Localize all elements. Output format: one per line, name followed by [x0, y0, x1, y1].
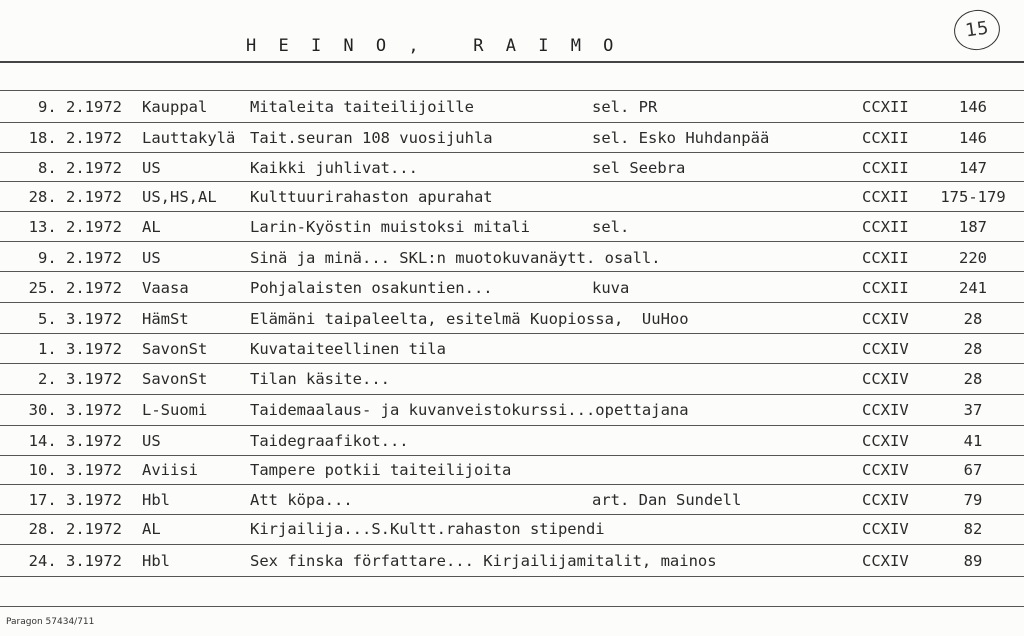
entry-date: 8. 2.1972: [38, 159, 122, 177]
ruled-line: [0, 544, 1024, 545]
entry-note: sel. PR: [592, 98, 658, 116]
entry-title: Kuvataiteellinen tila: [250, 340, 446, 358]
entry-row: [0, 486, 1024, 514]
entry-source: L-Suomi: [142, 401, 208, 419]
card-title: H E I N O , R A I M O: [246, 36, 620, 56]
entry-title: Tampere potkii taiteilijoita: [250, 461, 512, 479]
entry-row: [0, 515, 1024, 543]
entry-volume: CCXII: [862, 159, 909, 177]
entry-title: Larin-Kyöstin muistoksi mitali: [250, 218, 530, 236]
entry-volume: CCXIV: [862, 432, 909, 450]
ruled-line: [0, 333, 1024, 334]
entry-title: Taidegraafikot...: [250, 432, 409, 450]
entry-volume: CCXIV: [862, 491, 909, 509]
entry-row: [0, 274, 1024, 302]
entry-volume: CCXII: [862, 279, 909, 297]
ruled-line: [0, 394, 1024, 395]
entry-date: 25. 2.1972: [28, 279, 122, 297]
entry-date: 9. 2.1972: [38, 98, 122, 116]
entry-date: 24. 3.1972: [28, 552, 122, 570]
entry-source: Lauttakylä: [142, 129, 236, 147]
card-number-stamp: 15: [951, 7, 1002, 53]
ruled-line: [0, 211, 1024, 212]
entry-source: US,HS,AL: [142, 188, 217, 206]
entry-source: US: [142, 159, 161, 177]
entry-source: US: [142, 249, 161, 267]
entry-source: Vaasa: [142, 279, 189, 297]
entry-note: sel Seebra: [592, 159, 686, 177]
entry-title: Att köpa...: [250, 491, 353, 509]
entry-date: 14. 3.1972: [28, 432, 122, 450]
entry-note: kuva: [592, 279, 630, 297]
entry-volume: CCXII: [862, 188, 909, 206]
entry-row: [0, 335, 1024, 363]
entry-page: 79: [963, 491, 983, 509]
entry-source: AL: [142, 218, 161, 236]
entry-row: [0, 547, 1024, 575]
entry-title: Tilan käsite...: [250, 370, 390, 388]
entry-source: Hbl: [142, 552, 170, 570]
entry-volume: CCXII: [862, 129, 909, 147]
ruled-line: [0, 302, 1024, 303]
entry-title: Kulttuurirahaston apurahat: [250, 188, 493, 206]
entry-date: 18. 2.1972: [28, 129, 122, 147]
entry-volume: CCXIV: [862, 552, 909, 570]
entry-volume: CCXII: [862, 218, 909, 236]
entry-volume: CCXIV: [862, 340, 909, 358]
ruled-line: [0, 241, 1024, 242]
entry-page: 89: [963, 552, 983, 570]
entry-page: 28: [963, 310, 983, 328]
entry-volume: CCXIV: [862, 461, 909, 479]
entry-row: [0, 456, 1024, 484]
entry-note: art. Dan Sundell: [592, 491, 742, 509]
ruled-line: [0, 576, 1024, 577]
entry-page: 37: [963, 401, 983, 419]
entry-source: Aviisi: [142, 461, 198, 479]
header-rule: [0, 61, 1024, 63]
entry-page: 187: [959, 218, 987, 236]
entry-title: Tait.seuran 108 vuosijuhla: [250, 129, 493, 147]
entry-row: [0, 124, 1024, 152]
entry-note: sel.: [592, 218, 630, 236]
entry-page: 147: [959, 159, 987, 177]
ruled-line: [0, 363, 1024, 364]
entry-volume: CCXIV: [862, 370, 909, 388]
entry-page: 220: [959, 249, 987, 267]
ruled-line: [0, 425, 1024, 426]
entry-date: 1. 3.1972: [38, 340, 122, 358]
entry-date: 30. 3.1972: [28, 401, 122, 419]
entry-volume: CCXIV: [862, 520, 909, 538]
entry-source: Hbl: [142, 491, 170, 509]
entry-row: [0, 154, 1024, 182]
entry-date: 2. 3.1972: [38, 370, 122, 388]
entry-date: 28. 2.1972: [28, 520, 122, 538]
entry-date: 9. 2.1972: [38, 249, 122, 267]
entry-page: 146: [959, 98, 987, 116]
entry-row: [0, 396, 1024, 424]
entry-volume: CCXIV: [862, 401, 909, 419]
entry-title: Sinä ja minä... SKL:n muotokuvanäytt. osall.: [250, 249, 661, 267]
entry-date: 13. 2.1972: [28, 218, 122, 236]
ruled-line: [0, 90, 1024, 91]
entry-page: 175-179: [940, 188, 1006, 206]
entry-source: Kauppal: [142, 98, 208, 116]
ruled-line: [0, 606, 1024, 607]
entry-date: 28. 2.1972: [28, 188, 122, 206]
entry-volume: CCXII: [862, 249, 909, 267]
entry-page: 28: [963, 340, 983, 358]
entry-source: HämSt: [142, 310, 189, 328]
ruled-line: [0, 484, 1024, 485]
entry-source: SavonSt: [142, 370, 208, 388]
entry-volume: CCXII: [862, 98, 909, 116]
entry-row: [0, 93, 1024, 121]
entry-page: 28: [963, 370, 983, 388]
entry-note: sel. Esko Huhdanpää: [592, 129, 770, 147]
entry-row: [0, 244, 1024, 272]
entry-title: Kaikki juhlivat...: [250, 159, 418, 177]
entry-date: 5. 3.1972: [38, 310, 122, 328]
entry-title: Pohjalaisten osakuntien...: [250, 279, 493, 297]
entry-date: 10. 3.1972: [28, 461, 122, 479]
ruled-line: [0, 152, 1024, 153]
printer-imprint: Paragon 57434/711: [6, 617, 95, 627]
entry-page: 67: [963, 461, 983, 479]
entry-row: [0, 213, 1024, 241]
entry-row: [0, 305, 1024, 333]
entry-title: Mitaleita taiteilijoille: [250, 98, 474, 116]
entry-page: 41: [963, 432, 983, 450]
entry-page: 241: [959, 279, 987, 297]
entry-page: 146: [959, 129, 987, 147]
entry-date: 17. 3.1972: [28, 491, 122, 509]
entry-source: SavonSt: [142, 340, 208, 358]
entry-title: Taidemaalaus- ja kuvanveistokurssi...opettajana: [250, 401, 689, 419]
entry-row: [0, 183, 1024, 211]
ruled-line: [0, 122, 1024, 123]
entry-title: Elämäni taipaleelta, esitelmä Kuopiossa, UuHoo: [250, 310, 689, 328]
entry-title: Kirjailija...S.Kultt.rahaston stipendi: [250, 520, 605, 538]
entry-source: AL: [142, 520, 161, 538]
entry-row: [0, 365, 1024, 393]
entry-row: [0, 427, 1024, 455]
entry-source: US: [142, 432, 161, 450]
entry-title: Sex finska författare... Kirjailijamitalit, mainos: [250, 552, 717, 570]
entry-page: 82: [963, 520, 983, 538]
entry-volume: CCXIV: [862, 310, 909, 328]
